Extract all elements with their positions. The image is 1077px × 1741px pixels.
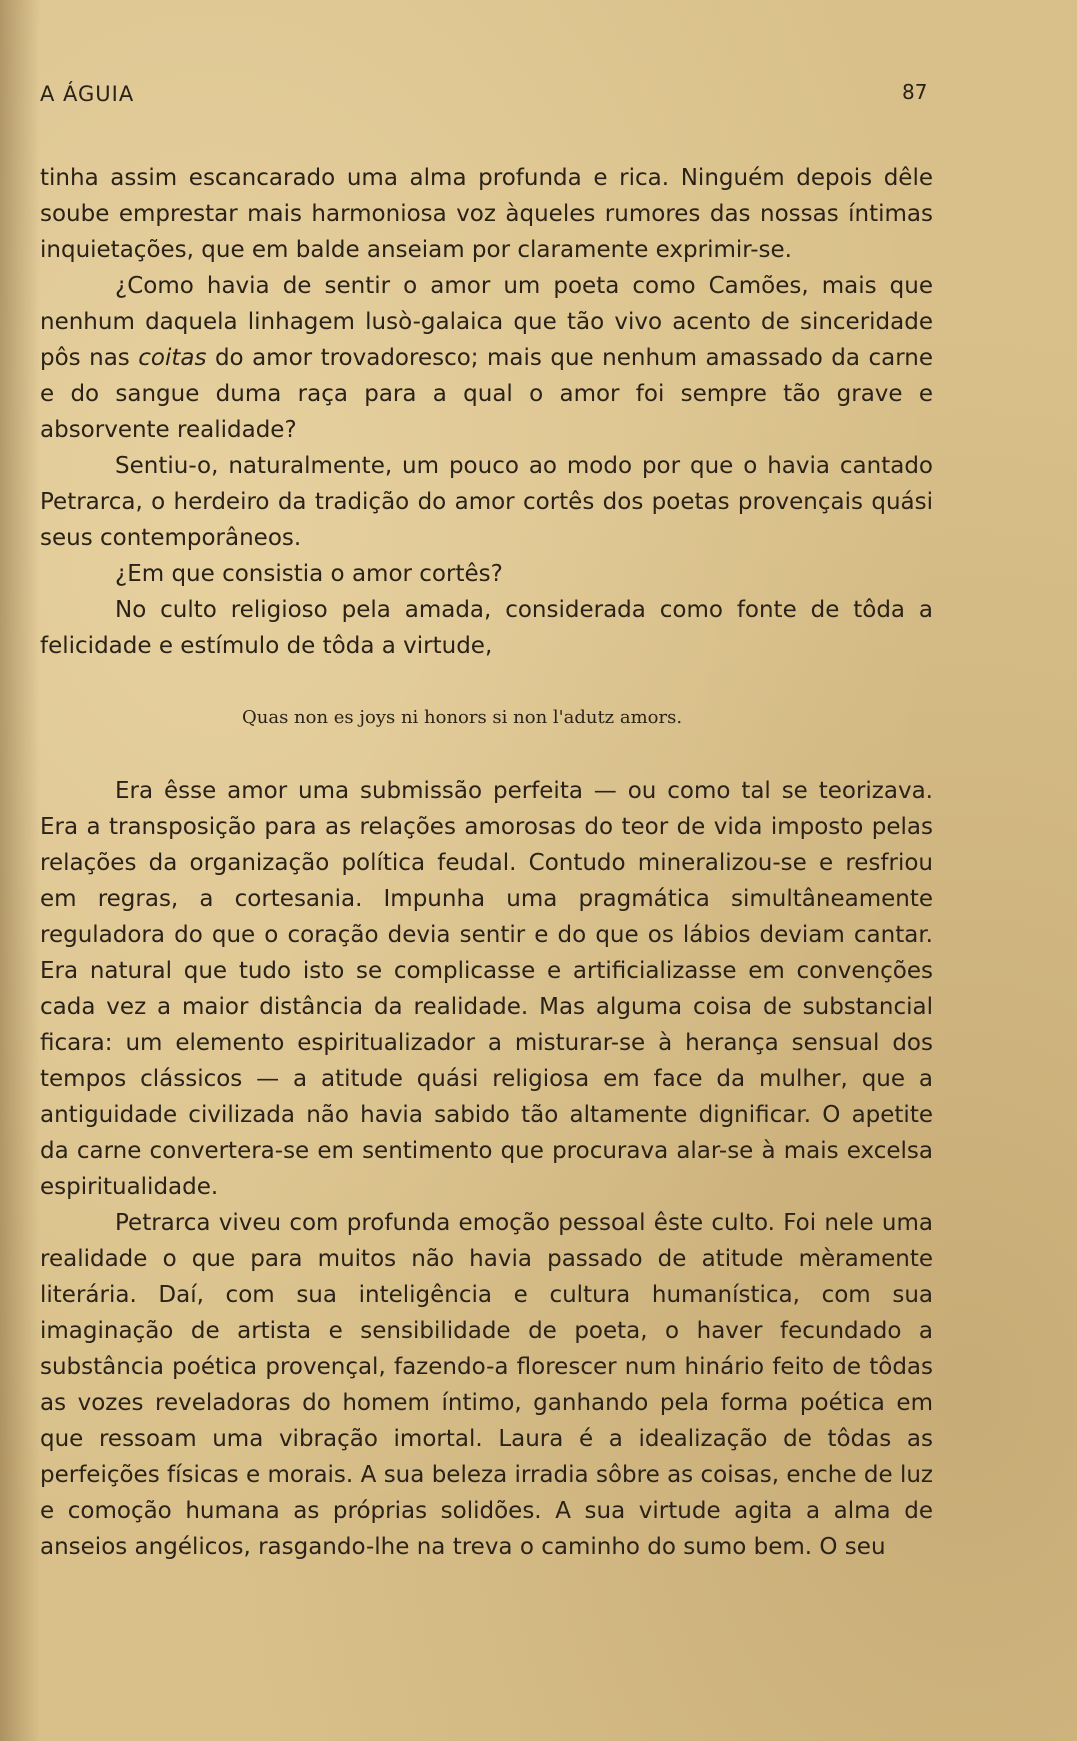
page-edge-shadow: [0, 0, 40, 1741]
paragraph-5: No culto religioso pela amada, considerada como fonte de tôda a felicidade e estímulo de tôda a virtude,: [40, 597, 933, 659]
body-text-bottom: [40, 773, 933, 1565]
paragraph-2-end: do amor trovadoresco; mais que nenhum amassado da carne e do sangue duma raça para a qual o amor foi sempre tão grave e absorvente realidade?: [40, 345, 933, 443]
paragraph-3: Sentiu-o, naturalmente, um pouco ao modo por que o havia cantado Petrarca, o herdeiro da tradição do amor cortês dos poetas provençais quási seus contemporâneos.: [40, 453, 933, 551]
page-number: 87: [902, 80, 928, 104]
paragraph-4: ¿Em que consistia o amor cortês?: [115, 561, 503, 587]
paragraph-2-italic: coitas: [138, 345, 207, 371]
paragraph-7: Petrarca viveu com profunda emoção pessoal êste culto. Foi nele uma realidade o que para muitos não havia passado de atitude mèramente literária. Daí, com sua inteligência e cultura humanística, com sua imaginação de artista e sensibilidade de poeta, o haver fecundado a substância poética provençal, fazendo-a florescer num hinário feito de tôdas as vozes reveladoras do homem íntimo, ganhando pela forma poética em que ressoam uma vibração imortal. Laura é a idealização de tôdas as perfeições físicas e morais. A sua beleza irradia sôbre as coisas, enche de luz e comoção humana as próprias solidões. A sua virtude agita a alma de anseios angélicos, rasgando-lhe na treva o caminho do sumo bem. O seu: [40, 1210, 933, 1560]
body-text-top: [40, 160, 933, 664]
paragraph-2: [40, 268, 933, 448]
provencal-quote: Quas non es joys ni honors si non l'adutz amors.: [242, 707, 683, 728]
paragraph-2-start: ¿Como havia de sentir o amor um poeta como Camões, mais que nenhum daquela linhagem lusò-galaica que tão vivo acento de sinceridade pôs nas: [40, 273, 933, 371]
paragraph-1: tinha assim escancarado uma alma profunda e rica. Ninguém depois dêle soube emprestar mais harmoniosa voz àqueles rumores das nossas íntimas inquietações, que em balde anseiam por claramente exprimir-se.: [40, 165, 933, 263]
running-head: A ÁGUIA: [40, 82, 135, 106]
paragraph-6: Era êsse amor uma submissão perfeita — ou como tal se teorizava. Era a transposição para as relações amorosas do teor de vida imposto pelas relações da organização política feudal. Contudo mineralizou-se e resfriou em regras, a cortesania. Impunha uma pragmática simultâneamente reguladora do que o coração devia sentir e do que os lábios deviam cantar. Era natural que tudo isto se complicasse e artificializasse em convenções cada vez a maior distância da realidade. Mas alguma coisa de substancial ficara: um elemento espiritualizador a misturar-se à herança sensual dos tempos clássicos — a atitude quási religiosa em face da mulher, que a antiguidade civilizada não havia sabido tão altamente dignificar. O apetite da carne convertera-se em sentimento que procurava alar-se à mais excelsa espiritualidade.: [40, 778, 933, 1200]
